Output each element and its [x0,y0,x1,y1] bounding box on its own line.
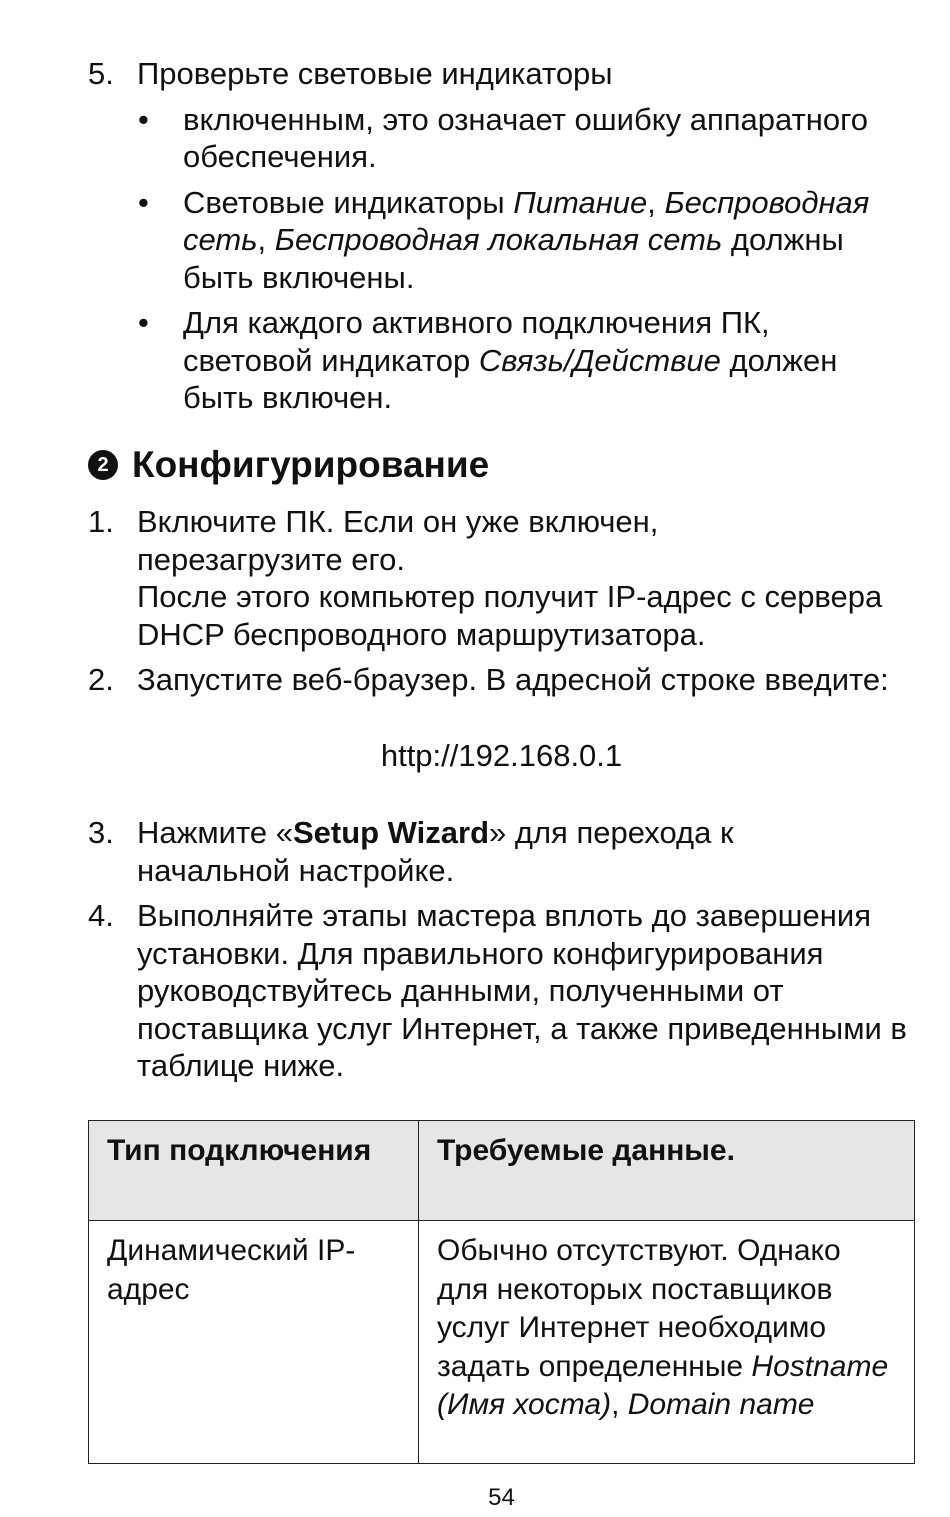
cell-text: Обычно отсутствуют. Однако для некоторых поставщиков услуг Интернет необходимо задать определенные [437,1234,841,1383]
config-steps-a [0,503,950,699]
indicator-bullet-list [0,101,950,417]
table-row [89,1221,915,1464]
router-url: http://192.168.0.1 [380,738,623,773]
step-text: После этого компьютер получит IP-адрес с сервера DHCP беспроводного маршрутизатора. [137,579,883,652]
indicator-name: Питание [513,184,648,220]
step-text: Проверьте световые индикаторы [137,56,613,91]
bullet-marker: • [138,305,149,340]
bullet-text: Для каждого активного подключения ПК, световой индикатор [183,305,770,378]
indicator-name: Беспроводная сеть [183,184,870,257]
bullet-text: , [257,222,275,257]
bullet-text: должен быть включен. [183,342,838,415]
step-number: 5. [88,56,114,91]
step-3 [0,814,817,889]
bullet-item [0,184,950,297]
bullet-marker: • [138,184,149,220]
bullet-text: включенным, это означает ошибку аппаратного обеспечения. [183,101,869,174]
step-number: 2. [88,662,114,697]
step-4 [0,897,927,1085]
table-cell [419,1221,915,1464]
cell-italic-text: Hostname (Имя хоста) [437,1349,889,1421]
column-header: Тип подключения [89,1121,419,1221]
setup-wizard-label: Setup Wizard [292,815,490,850]
indicator-name: Беспроводная локальная сеть [274,222,723,257]
step-1 [0,503,897,653]
bullet-item [0,304,938,417]
step-text: Запустите веб-браузер. В адресной строке введите: [137,662,889,697]
step-text: Выполняйте этапы мастера вплоть до завершения установки. Для правильного конфигурирования руководствуйтесь данными, полученными от поставщика услуг Интернет, а также приведенными в таблице ниже. [137,898,907,1083]
connection-type-table [88,1120,915,1464]
step-5-block [0,55,950,417]
step-number: 1. [88,504,114,539]
cell-text: , [611,1388,628,1421]
step-5 [0,55,950,93]
config-steps-b [0,814,950,1085]
bullet-item [0,101,950,176]
bullet-marker: • [138,101,149,137]
table-header-row [89,1121,915,1221]
step-2 [0,661,950,699]
indicator-name: Связь/Действие [478,342,721,378]
page-number: 54 [488,1484,515,1511]
bullet-text: Световые индикаторы [183,184,514,220]
column-header: Требуемые данные. [419,1121,915,1221]
step-text: Нажмите « [137,815,293,850]
cell-italic-text: Domain name [627,1388,815,1421]
bullet-text: должны быть включены. [183,222,844,295]
section-heading [88,442,489,488]
step-text: Включите ПК. Если он уже включен, перезагрузите его. [137,504,659,577]
step-number: 3. [88,815,114,850]
section-title: Конфигурирование [132,444,490,485]
bullet-text: , [647,184,665,220]
step-text: » для перехода к начальной настройке. [137,815,734,888]
step-number: 4. [88,898,114,933]
number-badge-icon: 2 [88,450,118,480]
table-cell: Динамический IP-адрес [89,1221,419,1464]
